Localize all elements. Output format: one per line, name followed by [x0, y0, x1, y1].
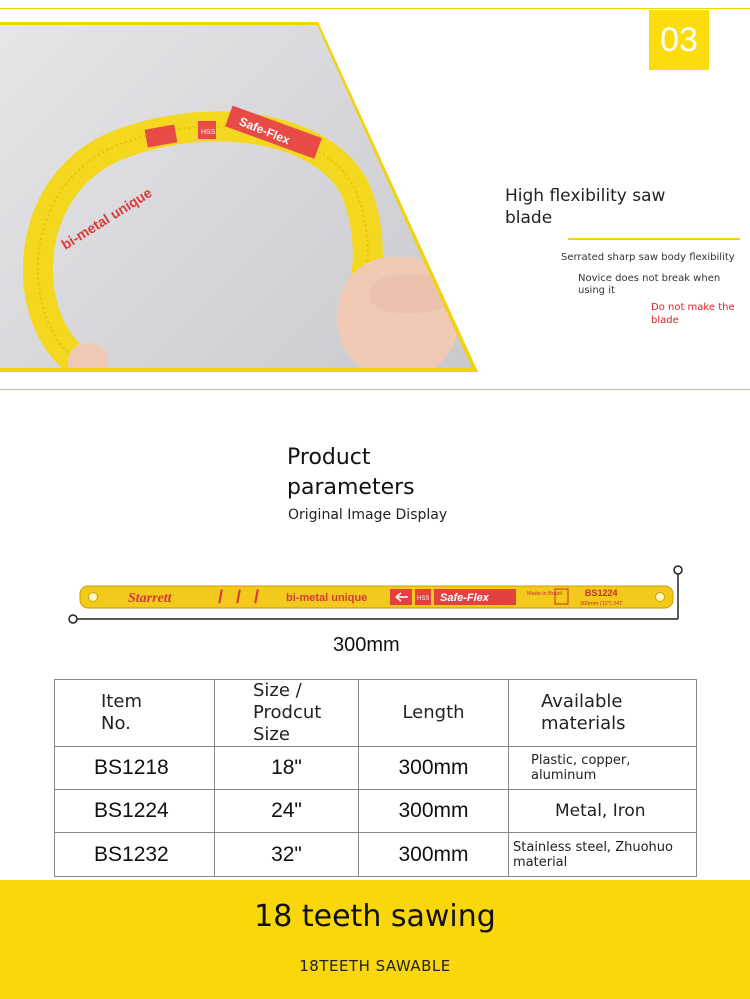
photo-blade-text-bimetal: bi-metal unique [58, 184, 155, 253]
table-cell [215, 747, 359, 790]
footer-title: 18 teeth sawing [254, 899, 496, 934]
section-divider [0, 389, 750, 390]
feature-point-2: Novice does not break when using it [578, 273, 721, 296]
blade-line-1: bi-metal unique [286, 592, 368, 604]
row-item: BS1224 [94, 799, 169, 822]
table-row [55, 747, 697, 790]
top-divider [0, 8, 750, 9]
blade-spec: 300mm (12") 24T [580, 601, 623, 607]
table-cell [55, 790, 215, 833]
table-cell [509, 747, 697, 790]
blade-diagram [60, 560, 690, 630]
blade-brand: Starrett [128, 591, 172, 606]
blade-line-3: Safe-Flex [440, 592, 489, 604]
table-cell [215, 833, 359, 877]
row-item: BS1218 [94, 756, 169, 779]
svg-text:/: / [254, 587, 260, 607]
feature-title: High flexibility saw blade [505, 186, 666, 228]
blade-line-2: HSS [417, 596, 430, 602]
row-size: 18" [271, 756, 302, 779]
table-row [55, 833, 697, 877]
svg-text:/: / [218, 587, 224, 607]
table-cell [509, 833, 697, 877]
row-size: 32" [271, 842, 302, 866]
header-materials: Available materials [541, 691, 626, 734]
photo-blade-text-hss: HSS [201, 129, 216, 136]
row-item: BS1232 [94, 842, 169, 866]
table-cell [55, 747, 215, 790]
row-materials: Metal, Iron [555, 801, 646, 821]
row-length: 300mm [398, 842, 469, 866]
feature-underline [568, 238, 740, 240]
left-fingertip [68, 343, 108, 368]
row-length: 300mm [398, 756, 469, 779]
photo-blade-text-safeflex: Safe-Flex [237, 114, 292, 148]
table-cell [359, 747, 509, 790]
svg-text:/: / [236, 587, 242, 607]
table-row [55, 790, 697, 833]
dimension-start-marker [69, 615, 77, 623]
dimension-end-marker [674, 566, 682, 574]
flexible-blade-photo [0, 25, 472, 368]
right-fingers [370, 275, 450, 313]
header-cell [359, 680, 509, 747]
header-cell [509, 680, 697, 747]
table-cell [359, 790, 509, 833]
footer-subtitle: 18TEETH SAWABLE [299, 957, 451, 975]
row-length: 300mm [398, 799, 469, 822]
blade-code: BS1224 [585, 588, 618, 598]
table-cell [215, 790, 359, 833]
footer-banner [0, 880, 750, 999]
table-cell [359, 833, 509, 877]
header-size: Size / Prodcut Size [253, 680, 322, 745]
dimension-label: 300mm [333, 634, 400, 656]
header-cell [215, 680, 359, 747]
params-title: Product parameters [287, 445, 415, 500]
feature-point-3: Do not make the blade [651, 302, 735, 326]
table-cell [55, 833, 215, 877]
row-materials: Stainless steel, Zhuohuo material [513, 839, 673, 870]
row-size: 24" [271, 799, 302, 822]
feature-point-1: Serrated sharp saw body flexibility [561, 252, 735, 263]
table-cell [509, 790, 697, 833]
header-length: Length [402, 702, 465, 723]
step-badge: 03 [649, 10, 709, 70]
table-header-row [55, 680, 697, 747]
params-subtitle: Original Image Display [288, 507, 448, 523]
blade-made-in: Made in Brazil [527, 591, 562, 597]
header-cell [55, 680, 215, 747]
spec-table [54, 679, 697, 877]
header-item-no: Item No. [101, 691, 142, 734]
row-materials: Plastic, copper, aluminum [531, 753, 631, 783]
